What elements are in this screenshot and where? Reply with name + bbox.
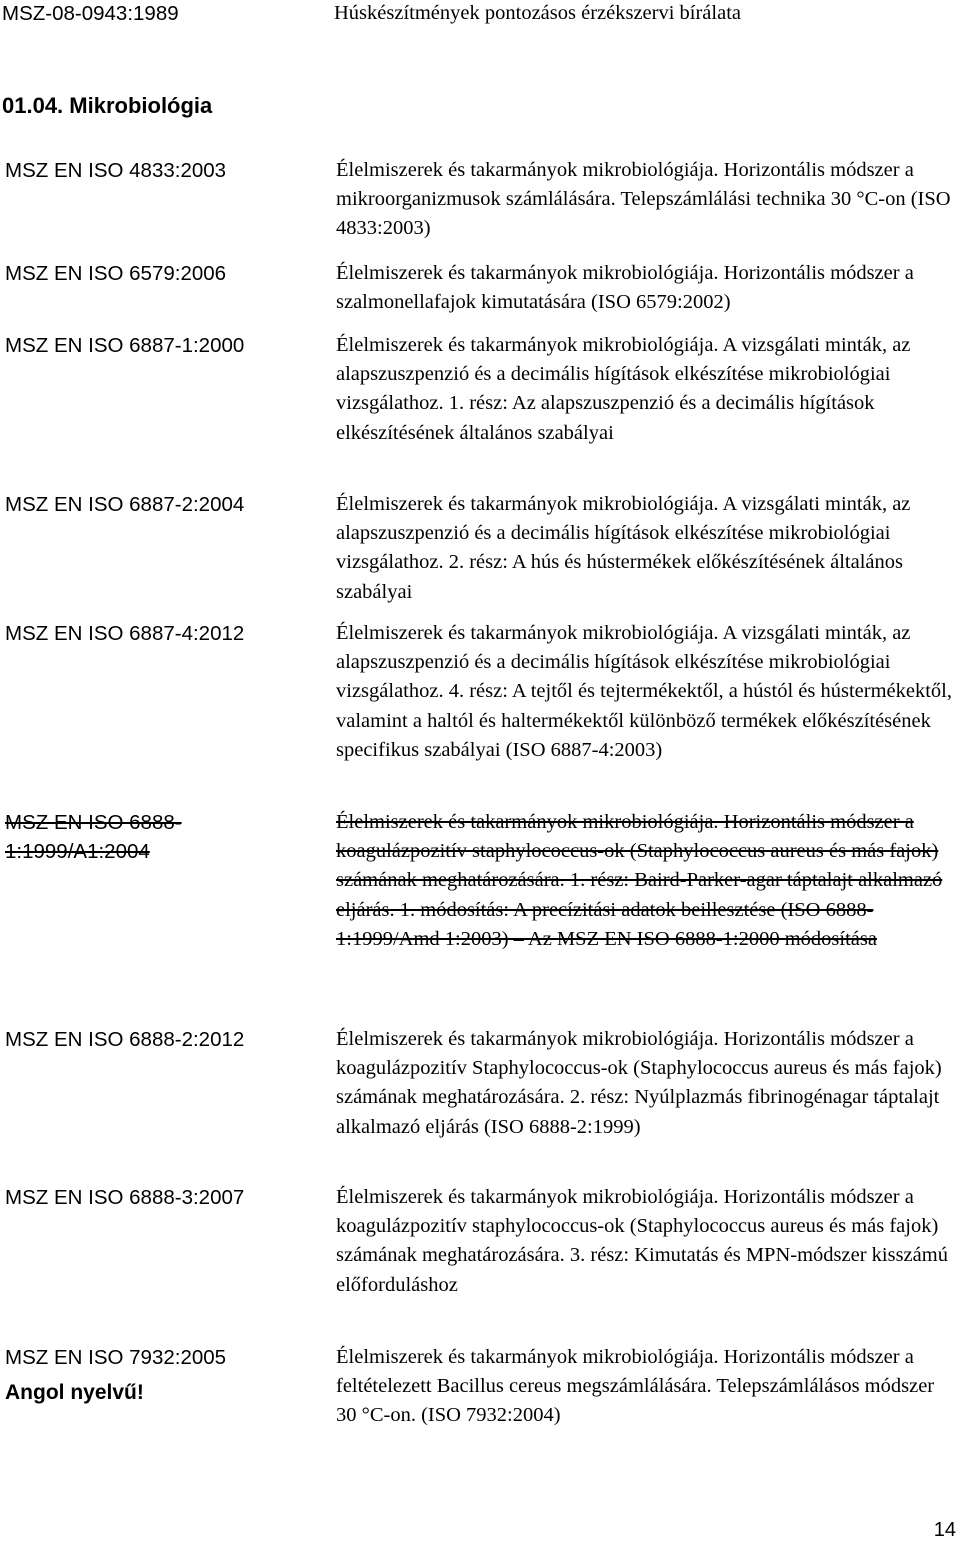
standard-code: MSZ EN ISO 4833:2003 xyxy=(5,159,227,182)
standard-code: MSZ EN ISO 6887-1:2000 xyxy=(5,334,245,357)
standard-description: Élelmiszerek és takarmányok mikrobiológiája. A vizsgálati minták, az alapszuszpenzió és a decimális hígítások elkészítése mikrobiológiai vizsgálathoz. 4. rész: A tejtől és tejtermékektől, a hústól és hústermékektől, valamint a haltól és haltermékektől különböző termékek előkészítésének specifikus szabályai (ISO 6887-4:2003) xyxy=(336,622,952,761)
standard-description-withdrawn: Élelmiszerek és takarmányok mikrobiológiája. Horizontális módszer a koagulázpozitív staphylococcus-ok (Staphylococcus aureus és más fajok) számának meghatározására. 1. rész: Baird-Parker-agar táptalajt alkalmazó eljárás. 1. módosítás: A precízitási adatok beillesztése (ISO 6888-1:1999/Amd 1:2003) – Az MSZ EN ISO 6888-1:2000 módosítása xyxy=(336,811,943,950)
header-doc-title: Húskészítmények pontozásos érzékszervi bírálata xyxy=(334,2,741,24)
standard-description: Élelmiszerek és takarmányok mikrobiológiája. Horizontális módszer a feltételezett Bacillus cereus megszámlálására. Telepszámlálásos módszer 30 °C-on. (ISO 7932:2004) xyxy=(336,1346,935,1427)
standard-code: MSZ EN ISO 6888-2:2012 xyxy=(5,1028,245,1051)
standard-description: Élelmiszerek és takarmányok mikrobiológiája. Horizontális módszer a koagulázpozitív staphylococcus-ok (Staphylococcus aureus és más fajok) számának meghatározására. 3. rész: Kimutatás és MPN-módszer kisszámú előforduláshoz xyxy=(336,1186,948,1296)
standard-code: MSZ EN ISO 6579:2006 xyxy=(5,262,227,285)
standard-description: Élelmiszerek és takarmányok mikrobiológiája. Horizontális módszer a mikroorganizmusok számlálására. Telepszámlálási technika 30 °C-on (ISO 4833:2003) xyxy=(336,159,951,240)
standard-description: Élelmiszerek és takarmányok mikrobiológiája. A vizsgálati minták, az alapszuszpenzió és a decimális hígítások elkészítése mikrobiológiai vizsgálathoz. 2. rész: A hús és hústermékek előkészítésének általános szabályai xyxy=(336,493,911,603)
standard-description: Élelmiszerek és takarmányok mikrobiológiája. Horizontális módszer a szalmonellafajok kimutatására (ISO 6579:2002) xyxy=(336,262,914,314)
standard-code-withdrawn: MSZ EN ISO 6888-1:1999/A1:2004 xyxy=(5,811,182,863)
section-title: 01.04. Mikrobiológia xyxy=(2,93,213,118)
page-number: 14 xyxy=(933,1519,956,1541)
standard-description: Élelmiszerek és takarmányok mikrobiológiája. Horizontális módszer a koagulázpozitív Staphylococcus-ok (Staphylococcus aureus és más fajok) számának meghatározására. 2. rész: Nyúlplazmás fibrinogénagar táptalajt alkalmazó eljárás (ISO 6888-2:1999) xyxy=(336,1028,942,1138)
standard-description: Élelmiszerek és takarmányok mikrobiológiája. A vizsgálati minták, az alapszuszpenzió és a decimális hígítások elkészítése mikrobiológiai vizsgálathoz. 1. rész: Az alapszuszpenzió és a decimális hígítások elkészítésének általános szabályai xyxy=(336,334,911,444)
standard-code: MSZ EN ISO 7932:2005 xyxy=(5,1346,227,1369)
header-doc-code: MSZ-08-0943:1989 xyxy=(2,2,179,25)
language-note: Angol nyelvű! xyxy=(5,1381,144,1404)
standard-code: MSZ EN ISO 6887-2:2004 xyxy=(5,493,245,516)
standard-code: MSZ EN ISO 6888-3:2007 xyxy=(5,1186,245,1209)
standard-code: MSZ EN ISO 6887-4:2012 xyxy=(5,622,245,645)
